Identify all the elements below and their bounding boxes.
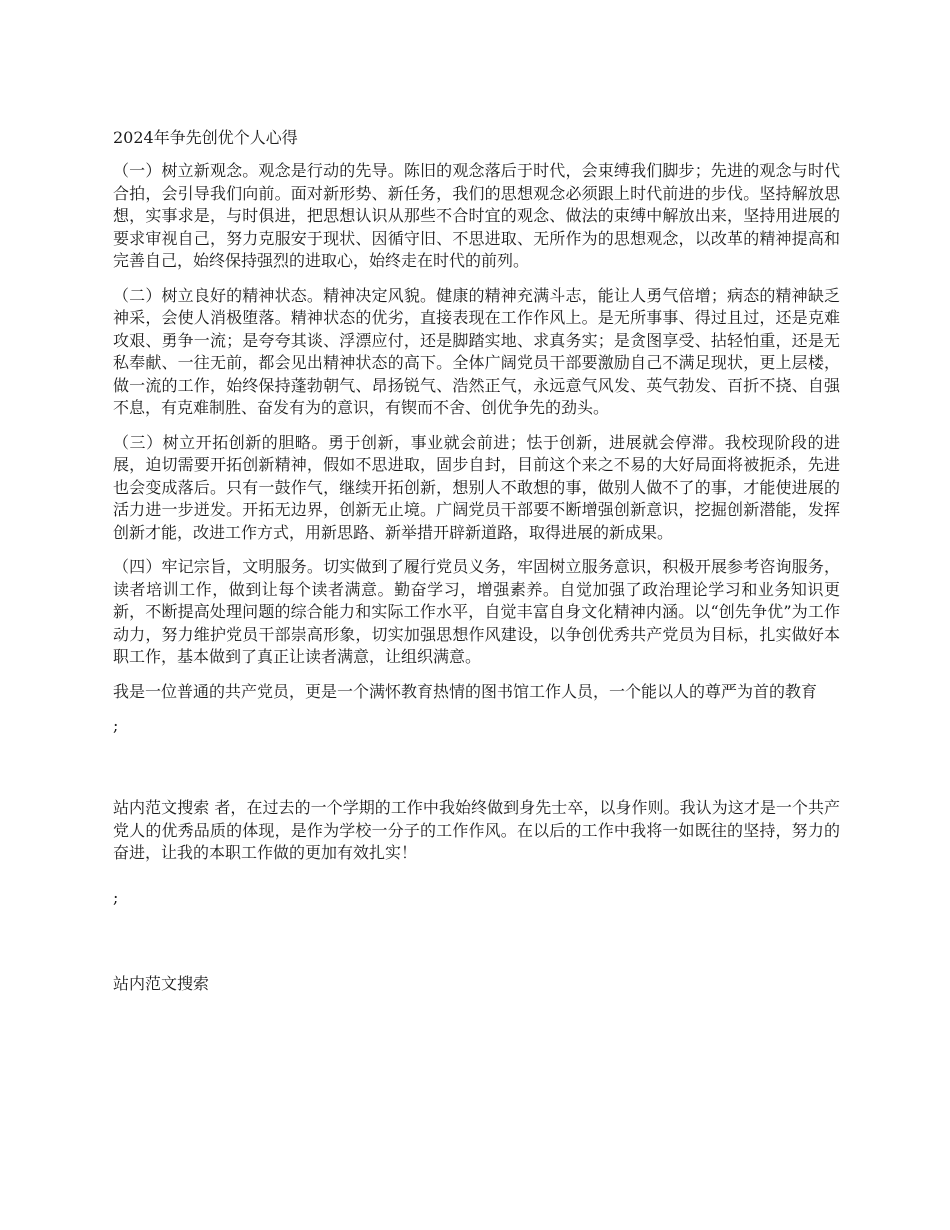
paragraph-1: （一）树立新观念。观念是行动的先导。陈旧的观念落后于时代，会束缚我们脚步；先进的观念与时代合拍，会引导我们向前。面对新形势、新任务，我们的思想观念必须跟上时代前进的步伐。坚持解放思想，实事求是，与时俱进，把思想认识从那些不合时宜的观念、做法的束缚中解放出来，坚持用进展的要求审视自己，努力克服安于现状、因循守旧、不思进取、无所作为的思想观念，以改革的精神提高和完善自己，始终保持强烈的进取心，始终走在时代的前列。 xyxy=(113,161,840,270)
document-page xyxy=(113,126,840,995)
document-title: 2024年争先创优个人心得 xyxy=(113,128,298,147)
separator-semicolon-1: ; xyxy=(113,716,119,735)
footer-search-text: 站内范文搜索 xyxy=(113,973,210,993)
paragraph-2: （二）树立良好的精神状态。精神决定风貌。健康的精神充满斗志，能让人勇气倍增；病态的精神缺乏神采，会使人消极堕落。精神状态的优劣，直接表现在工作作风上。是无所事事、得过且过，还是克难攻艰、勇争一流；是夸夸其谈、浮漂应付，还是脚踏实地、求真务实；是贪图享受、拈轻怕重，还是无私奉献、一往无前，都会见出精神状态的高下。全体广阔党员干部要激励自己不满足现状，更上层楼，做一流的工作，始终保持蓬勃朝气、昂扬锐气、浩然正气，永远意气风发、英气勃发、百折不挠、自强不息，有克难制胜、奋发有为的意识，有锲而不舍、创优争先的劲头。 xyxy=(113,285,840,417)
separator-semicolon-2: ; xyxy=(113,887,119,907)
closing-paragraph: 站内范文搜索 者，在过去的一个学期的工作中我始终做到身先士卒，以身作则。我认为这才是一个共产党人的优秀品质的体现，是作为学校一分子的工作作风。在以后的工作中我将一如既往的坚持，努力的奋进，让我的本职工作做的更加有效扎实！ xyxy=(113,798,840,862)
paragraph-3: （三）树立开拓创新的胆略。勇于创新，事业就会前进；怯于创新，进展就会停滞。我校现阶段的进展，迫切需要开拓创新精神，假如不思进取，固步自封，目前这个来之不易的大好局面将被扼杀，先进也会变成落后。只有一鼓作气，继续开拓创新，想别人不敢想的事，做别人做不了的事，才能使进展的活力进一步迸发。开拓无边界，创新无止境。广阔党员干部要不断增强创新意识，挖掘创新潜能，发挥创新才能，改进工作方式，用新思路、新举措开辟新道路，取得进展的新成果。 xyxy=(113,432,840,542)
spacer xyxy=(113,909,840,973)
spacer xyxy=(113,877,840,887)
paragraph-5: 我是一位普通的共产党员，更是一个满怀教育热情的图书馆工作人员，一个能以人的尊严为首的教育 xyxy=(113,681,818,701)
paragraph-4: （四）牢记宗旨，文明服务。切实做到了履行党员义务，牢固树立服务意识，积极开展参考咨询服务，读者培训工作，做到让每个读者满意。勤奋学习，增强素养。自觉加强了政治理论学习和业务知识更新，不断提高处理问题的综合能力和实际工作水平，自觉丰富自身文化精神内涵。以“创先争优”为工作动力，努力维护党员干部崇高形象，切实加强思想作风建设，以争创优秀共产党员为目标，扎实做好本职工作，基本做到了真正让读者满意，让组织满意。 xyxy=(113,557,840,666)
spacer xyxy=(113,737,840,797)
